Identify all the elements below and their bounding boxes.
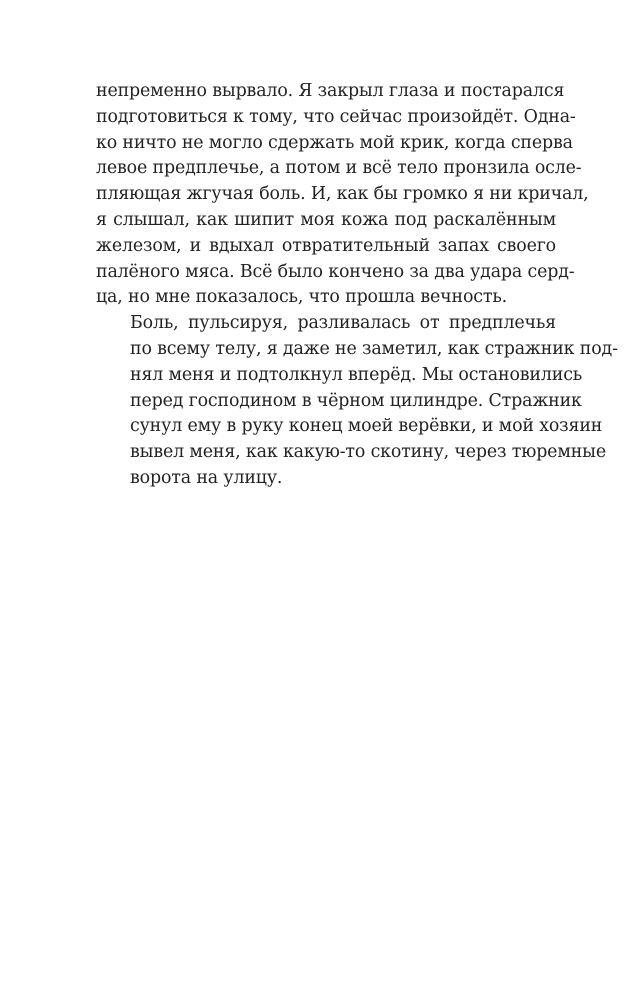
text-line: сунул ему в руку конец моей верёвки, и мой хозяин (130, 416, 603, 437)
text-line: левое предплечье, а потом и всё тело пронзила осле- (96, 158, 582, 179)
text-line: Боль, пульсируя, разливалась от предплечья (130, 313, 556, 334)
text-line: ко ничто не могло сдержать мой крик, когда сперва (96, 132, 573, 153)
text-line: железом, и вдыхал отвратительный запах своего (96, 235, 556, 256)
paragraph-1 (96, 79, 589, 311)
text-line: вывел меня, как какую-то скотину, через тюремные (130, 442, 606, 463)
text-line: ворота на улицу. (130, 467, 283, 488)
text-line: перед господином в чёрном цилиндре. Стражник (130, 390, 582, 411)
text-line: непременно вырвало. Я закрыл глаза и постарался (96, 81, 565, 101)
text-line: палёного мяса. Всё было кончено за два удара серд- (96, 261, 575, 282)
text-line: нял меня и подтолкнул вперёд. Мы остановились (130, 364, 583, 385)
text-line: ца, но мне показалось, что прошла вечность. (96, 287, 508, 308)
paragraph-2 (96, 311, 618, 492)
text-line: по всему телу, я даже не заметил, как стражник под- (130, 338, 618, 359)
book-page-text (96, 79, 618, 492)
text-line: пляющая жгучая боль. И, как бы громко я ни кричал, (96, 184, 589, 205)
text-line: я слышал, как шипит моя кожа под раскалённым (96, 209, 556, 230)
text-line: подготовиться к тому, что сейчас произойдёт. Одна- (96, 106, 576, 127)
